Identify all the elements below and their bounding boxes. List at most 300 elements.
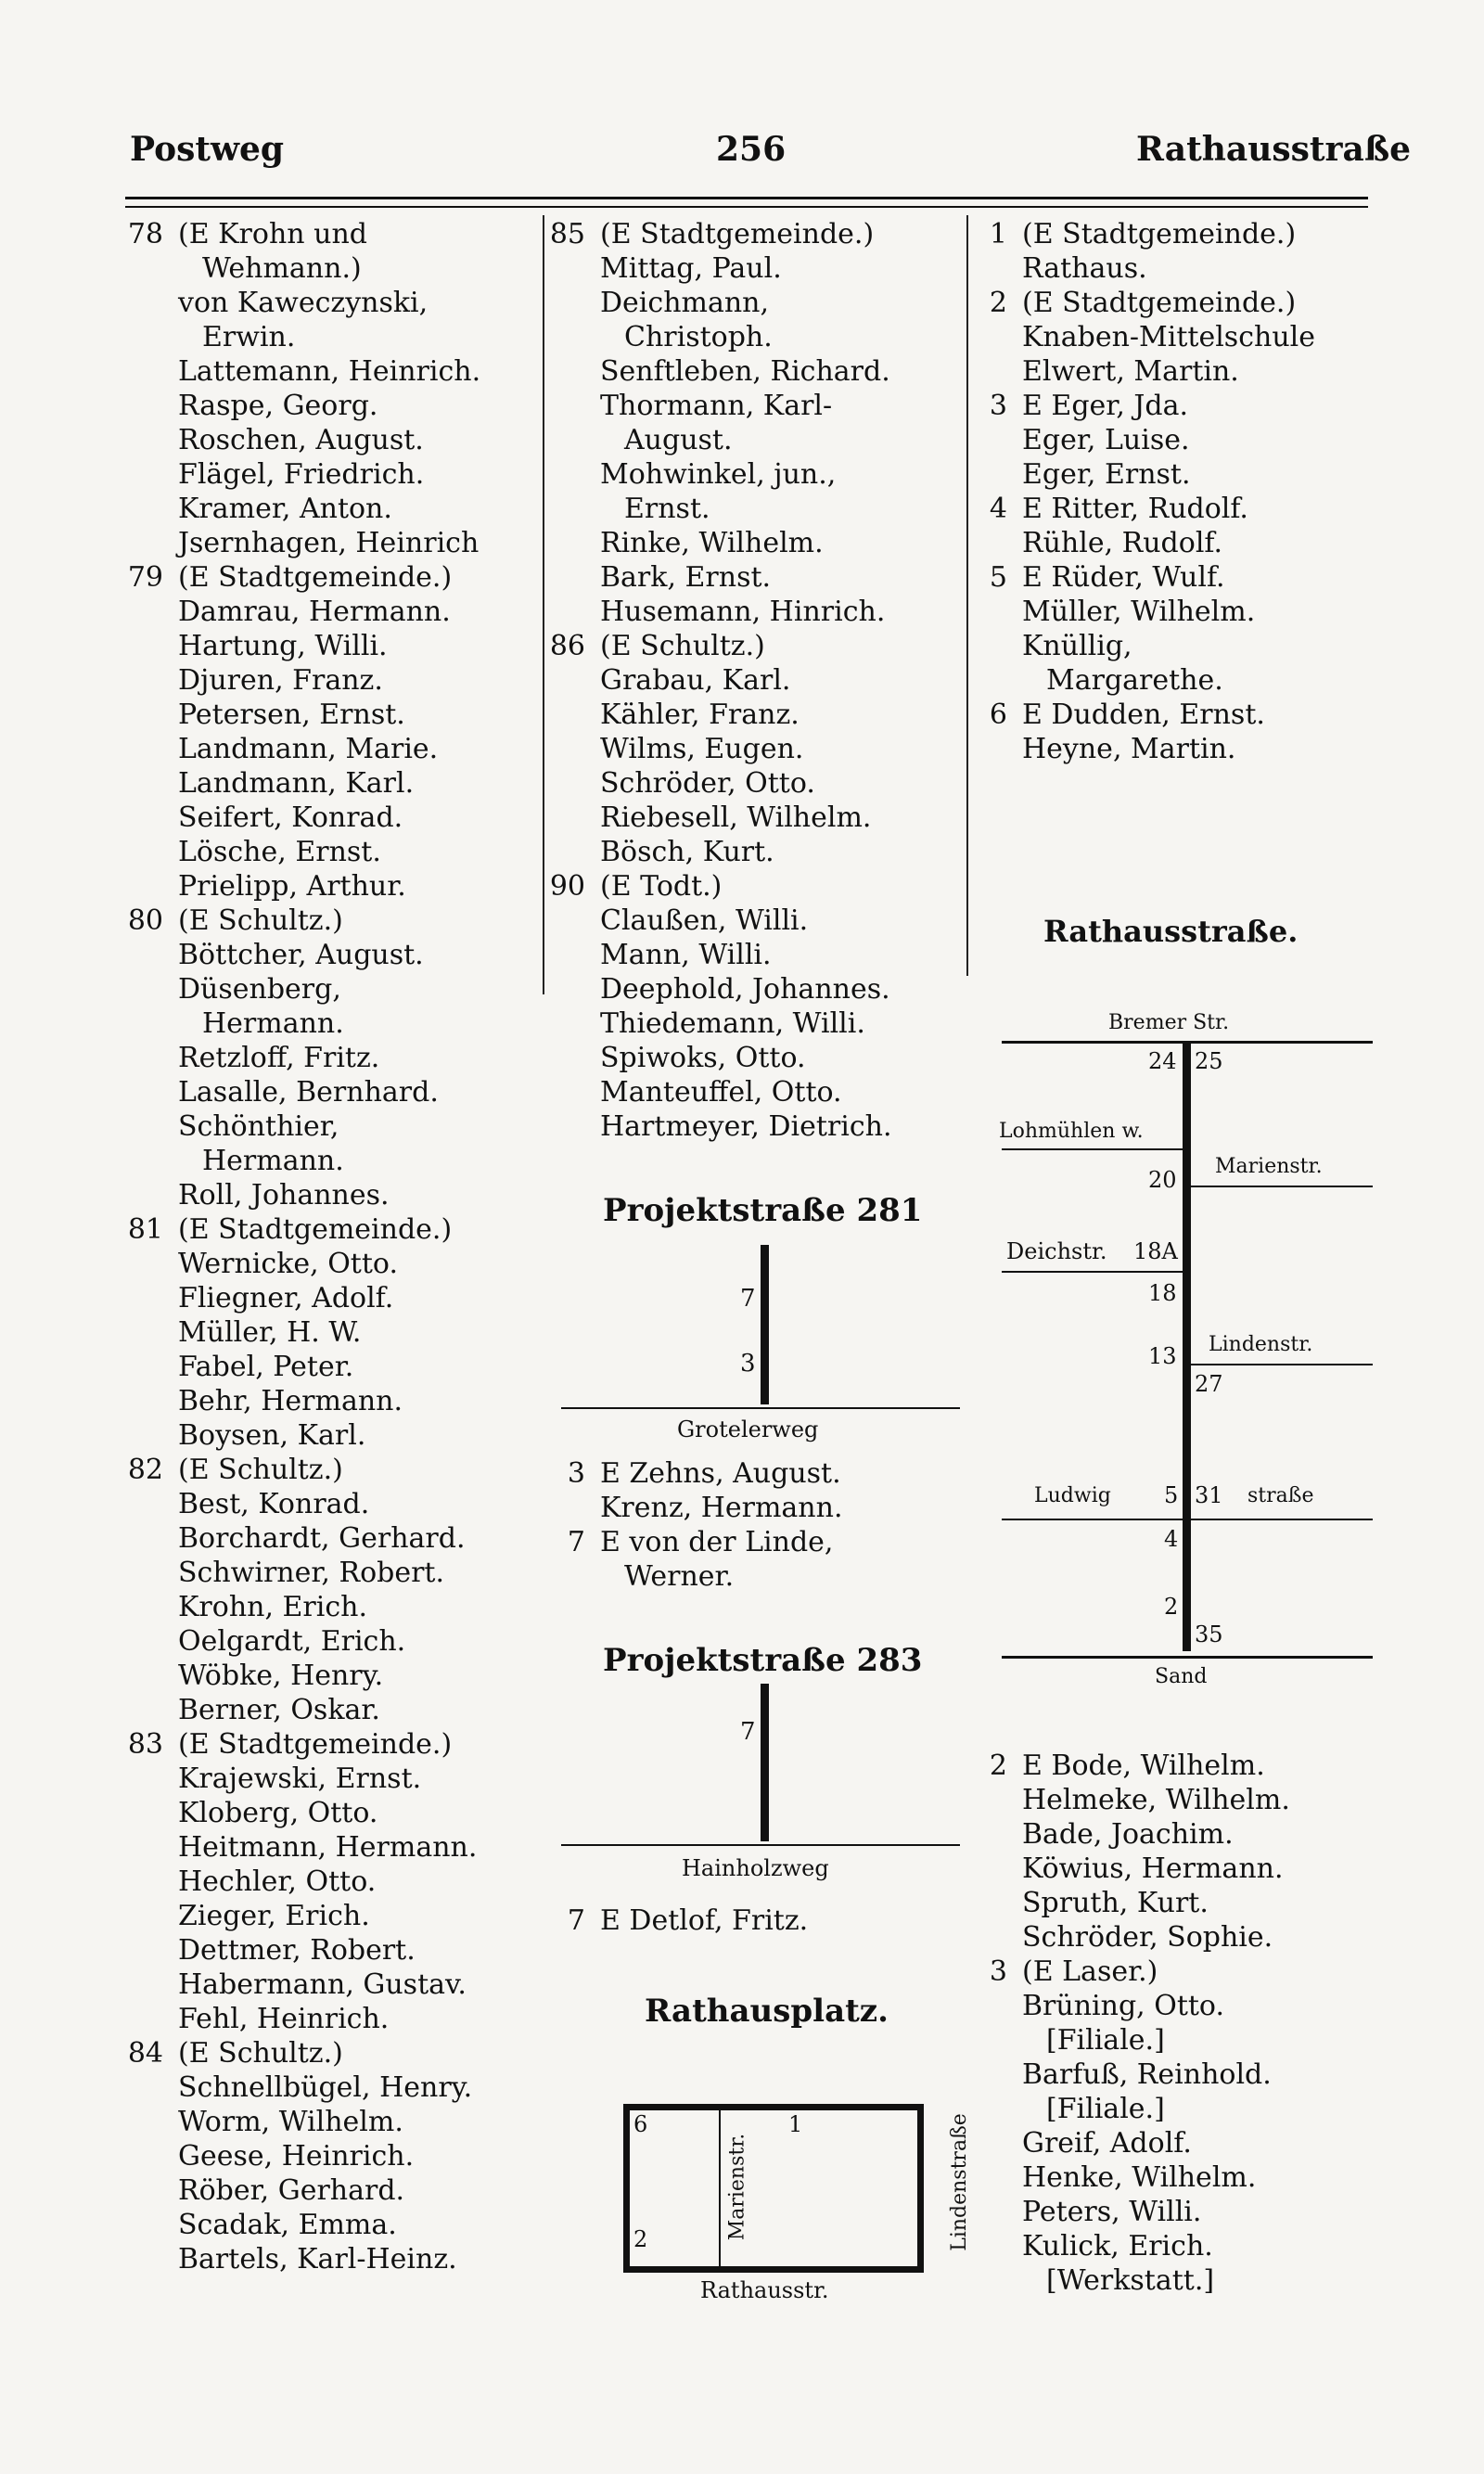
house-number: 2 [989, 1750, 1007, 1782]
entry-text: (E Stadtgemeinde.) [600, 218, 875, 250]
street-line-sand [1002, 1656, 1373, 1659]
list-item [121, 354, 547, 389]
list-item [543, 423, 969, 457]
entry-text: Hermann. [202, 1145, 344, 1177]
house-number: 2 [989, 287, 1007, 319]
list-item [543, 1041, 969, 1075]
entry-text: (E Schultz.) [178, 1454, 343, 1486]
house-number: 6 [633, 2111, 648, 2137]
house-number: 27 [1195, 1371, 1223, 1397]
list-item [543, 251, 969, 286]
list-item [543, 801, 969, 835]
entry-text: Wilms, Eugen. [600, 733, 804, 765]
entry-text: E Zehns, August. [600, 1457, 841, 1490]
list-item [121, 526, 547, 560]
list-item [543, 286, 969, 320]
cross-street-line [561, 1844, 960, 1846]
house-number: 2 [633, 2226, 648, 2252]
entry-text: Thiedemann, Willi. [600, 1007, 865, 1040]
entry-text: Damrau, Hermann. [178, 596, 451, 628]
entry-text: Greif, Adolf. [1022, 2127, 1192, 2160]
list-item [121, 1418, 547, 1453]
list-item [121, 1350, 547, 1384]
house-number: 81 [127, 1213, 163, 1246]
list-item [121, 1693, 547, 1727]
house-number: 7 [567, 1526, 585, 1558]
entry-text: Rühle, Rudolf. [1022, 527, 1222, 559]
street-name-bremer: Bremer Str. [1108, 1011, 1230, 1034]
entry-text: Habermann, Gustav. [178, 1968, 467, 2001]
entry-text: Kramer, Anton. [178, 493, 392, 525]
entry-text: Fehl, Heinrich. [178, 2003, 390, 2035]
entry-text: (E Schultz.) [178, 2037, 343, 2070]
column-1 [121, 217, 547, 2276]
list-item [965, 251, 1373, 286]
entry-text: Djuren, Franz. [178, 664, 383, 697]
list-item [121, 2070, 547, 2105]
entry-text: [Werkstatt.] [1046, 2264, 1215, 2297]
list-item [121, 1590, 547, 1624]
list-item [965, 286, 1373, 320]
entry-text: Berner, Oskar. [178, 1694, 380, 1726]
entry-text: Röber, Gerhard. [178, 2174, 405, 2207]
entry-text: Schröder, Sophie. [1022, 1921, 1273, 1954]
entry-text: Erwin. [202, 321, 296, 353]
entry-text: Helmeke, Wilhelm. [1022, 1784, 1290, 1816]
list-item [543, 1559, 969, 1594]
entry-text: Eger, Luise. [1022, 424, 1190, 456]
list-item [965, 595, 1373, 629]
list-item [965, 663, 1373, 698]
house-number: 90 [549, 870, 585, 903]
entry-text: (E Stadtgemeinde.) [178, 1728, 453, 1761]
house-number: 18A [1133, 1238, 1178, 1264]
street-name-ludwig: Ludwig [1034, 1484, 1111, 1507]
entry-text: Schönthier, [178, 1110, 339, 1143]
cross-street-name: Grotelerweg [677, 1416, 819, 1442]
house-number: 78 [127, 218, 163, 250]
list-item [543, 1491, 969, 1525]
entry-text: Worm, Wilhelm. [178, 2106, 403, 2138]
list-item [965, 2023, 1373, 2057]
list-item [543, 389, 969, 423]
street-name-rathausstr: Rathausstr. [700, 2277, 829, 2303]
list-item [543, 972, 969, 1006]
entry-text: Werner. [624, 1560, 735, 1593]
entry-text: Jsernhagen, Heinrich [178, 527, 480, 559]
list-item [965, 629, 1373, 663]
entry-text: (E Stadtgemeinde.) [1022, 287, 1297, 319]
list-item [965, 2160, 1373, 2195]
entry-text: Rinke, Wilhelm. [600, 527, 824, 559]
entry-text: Barfuß, Reinhold. [1022, 2058, 1272, 2091]
entry-text: Oelgardt, Erich. [178, 1625, 406, 1658]
list-item [121, 938, 547, 972]
entry-text: von Kaweczynski, [178, 287, 429, 319]
house-number: 1 [788, 2111, 803, 2137]
list-item [121, 1521, 547, 1556]
list-item [543, 904, 969, 938]
list-item [543, 595, 969, 629]
entry-text: Müller, H. W. [178, 1316, 362, 1349]
entry-text: Hartmeyer, Dietrich. [600, 1110, 892, 1143]
entry-text: (E Schultz.) [178, 904, 343, 937]
list-item [543, 1075, 969, 1109]
house-number: 13 [1148, 1343, 1177, 1369]
list-item [965, 320, 1373, 354]
entry-text: E Rüder, Wulf. [1022, 561, 1225, 594]
entry-text: Ernst. [624, 493, 710, 525]
entry-text: Husemann, Hinrich. [600, 596, 886, 628]
list-item [121, 1178, 547, 1212]
house-number: 20 [1148, 1167, 1177, 1193]
house-number: 25 [1195, 1048, 1223, 1074]
entry-text: Bade, Joachim. [1022, 1818, 1234, 1851]
list-item [121, 1968, 547, 2002]
list-item [121, 1796, 547, 1830]
entry-text: Schröder, Otto. [600, 767, 815, 800]
projektstrasse-283-title: Projektstraße 283 [603, 1642, 923, 1679]
list-item [965, 354, 1373, 389]
entry-text: E Dudden, Ernst. [1022, 699, 1265, 731]
entry-text: E Bode, Wilhelm. [1022, 1750, 1265, 1782]
entry-text: Bartels, Karl-Heinz. [178, 2243, 457, 2275]
entry-text: Mittag, Paul. [600, 252, 782, 285]
street-name-marienstr: Marienstr. [1215, 1155, 1323, 1178]
list-item [965, 1886, 1373, 1920]
list-item [965, 560, 1373, 595]
street-line-deichstr [1002, 1271, 1183, 1273]
list-item [121, 1315, 547, 1350]
entry-text: Heitmann, Hermann. [178, 1831, 478, 1864]
list-item [121, 320, 547, 354]
entry-text: Margarethe. [1046, 664, 1223, 697]
entry-text: E Eger, Jda. [1022, 390, 1189, 422]
street-name-sand: Sand [1155, 1665, 1208, 1688]
entry-text: Boysen, Karl. [178, 1419, 366, 1452]
list-item [121, 251, 547, 286]
list-item [121, 1865, 547, 1899]
list-item [121, 1830, 547, 1865]
entry-text: [Filiale.] [1046, 2024, 1165, 2057]
list-item [543, 1904, 969, 1938]
list-item [965, 2057, 1373, 2092]
list-item [121, 1144, 547, 1178]
list-item [121, 595, 547, 629]
entry-text: Prielipp, Arthur. [178, 870, 406, 903]
list-item [965, 2126, 1373, 2160]
street-line-ludwigstrasse [1002, 1519, 1373, 1520]
list-item [121, 835, 547, 869]
list-item [543, 663, 969, 698]
list-item [543, 354, 969, 389]
column-2 [543, 217, 969, 1144]
list-item [121, 492, 547, 526]
inner-street-line [719, 2104, 721, 2273]
list-item [121, 1212, 547, 1247]
entry-text: Retzloff, Fritz. [178, 1042, 380, 1074]
entry-text: Elwert, Martin. [1022, 355, 1239, 388]
list-item [121, 2002, 547, 2036]
entry-text: Manteuffel, Otto. [600, 1076, 842, 1109]
list-item [543, 1525, 969, 1559]
list-item [121, 663, 547, 698]
entry-text: Bark, Ernst. [600, 561, 772, 594]
street-name-lindenstr: Lindenstr. [1209, 1333, 1313, 1356]
house-number: 84 [127, 2037, 163, 2070]
list-item [121, 286, 547, 320]
entry-text: Spiwoks, Otto. [600, 1042, 806, 1074]
street-line [761, 1245, 769, 1404]
house-number: 7 [740, 1285, 756, 1313]
list-item [965, 1749, 1373, 1783]
list-item [965, 1783, 1373, 1817]
entry-text: Köwius, Hermann. [1022, 1852, 1284, 1885]
column-3-top [965, 217, 1373, 766]
header-right: Rathausstraße [1136, 130, 1412, 169]
list-item [965, 732, 1373, 766]
list-item [965, 2229, 1373, 2263]
entry-text: Fabel, Peter. [178, 1351, 354, 1383]
house-number: 24 [1148, 1048, 1177, 1074]
house-number: 79 [127, 561, 163, 594]
house-number: 6 [989, 699, 1007, 731]
list-item [121, 629, 547, 663]
entry-text: Düsenberg, [178, 973, 341, 1006]
entry-text: Christoph. [624, 321, 773, 353]
house-number: 5 [1164, 1482, 1179, 1508]
list-item [965, 1955, 1373, 1989]
rathausstrasse-title: Rathausstraße. [1043, 914, 1298, 949]
list-item [121, 2173, 547, 2208]
list-item [965, 423, 1373, 457]
header-rule-thin [125, 206, 1368, 208]
entry-text: Wöbke, Henry. [178, 1660, 384, 1692]
entry-text: Hechler, Otto. [178, 1865, 377, 1898]
house-number: 18 [1148, 1280, 1177, 1306]
list-item [121, 1281, 547, 1315]
list-item [121, 1762, 547, 1796]
house-number: 7 [740, 1718, 756, 1746]
list-item [965, 457, 1373, 492]
entry-text: Scadak, Emma. [178, 2209, 397, 2241]
list-item [543, 560, 969, 595]
street-name-deichstr: Deichstr. [1006, 1238, 1107, 1264]
entry-text: Rathaus. [1022, 252, 1147, 285]
entry-text: Raspe, Georg. [178, 390, 378, 422]
list-item [121, 732, 547, 766]
entry-text: Kähler, Franz. [600, 699, 800, 731]
list-item [543, 492, 969, 526]
list-item [543, 766, 969, 801]
entry-text: Hermann. [202, 1007, 344, 1040]
rathausplatz-map [623, 2104, 924, 2273]
entry-text: Thormann, Karl- [600, 390, 833, 422]
list-item [543, 698, 969, 732]
list-item [121, 698, 547, 732]
list-item [121, 1933, 547, 1968]
house-number: 7 [567, 1904, 585, 1937]
list-item [543, 869, 969, 904]
house-number: 3 [740, 1350, 756, 1378]
entry-text: Kulick, Erich. [1022, 2230, 1213, 2262]
entry-text: Zieger, Erich. [178, 1900, 370, 1932]
entry-text: Fliegner, Adolf. [178, 1282, 394, 1314]
list-item [121, 1624, 547, 1659]
list-item [121, 2242, 547, 2276]
entry-text: Petersen, Ernst. [178, 699, 405, 731]
list-item [121, 1453, 547, 1487]
entry-text: Schwirner, Robert. [178, 1557, 445, 1589]
list-item [965, 1989, 1373, 2023]
page-number: 256 [716, 130, 787, 169]
list-item [543, 457, 969, 492]
street-name-lohmuehlen: Lohmühlen w. [999, 1120, 1144, 1143]
list-item [121, 2036, 547, 2070]
entry-text: Henke, Wilhelm. [1022, 2161, 1257, 2194]
entry-text: Seifert, Konrad. [178, 801, 403, 834]
house-number: 83 [127, 1728, 163, 1761]
list-item [965, 526, 1373, 560]
house-number: 3 [989, 1955, 1007, 1988]
entry-text: Lasalle, Bernhard. [178, 1076, 439, 1109]
entry-text: (E Stadtgemeinde.) [178, 1213, 453, 1246]
list-item [121, 2208, 547, 2242]
list-item [543, 320, 969, 354]
street-name-lindenstrasse: Lindenstraße [947, 2113, 971, 2251]
list-item [121, 1556, 547, 1590]
entry-text: Best, Konrad. [178, 1488, 370, 1520]
list-item [965, 2092, 1373, 2126]
list-item [965, 492, 1373, 526]
entry-text: Müller, Wilhelm. [1022, 596, 1256, 628]
house-number: 35 [1195, 1622, 1223, 1647]
projektstrasse-283-entries [543, 1904, 969, 1938]
entry-text: Knaben-Mittelschule [1022, 321, 1315, 353]
list-item [121, 457, 547, 492]
rathausplatz-title: Rathausplatz. [645, 1993, 889, 2030]
entry-text: Eger, Ernst. [1022, 458, 1191, 491]
list-item [121, 1487, 547, 1521]
list-item [121, 423, 547, 457]
list-item [121, 972, 547, 1006]
entry-text: Landmann, Marie. [178, 733, 439, 765]
cross-street-name: Hainholzweg [682, 1855, 829, 1881]
house-number: 80 [127, 904, 163, 937]
entry-text: [Filiale.] [1046, 2093, 1165, 2125]
list-item [543, 835, 969, 869]
projektstrasse-281-entries [543, 1456, 969, 1594]
entry-text: Wernicke, Otto. [178, 1248, 398, 1280]
entry-text: Bösch, Kurt. [600, 836, 774, 868]
list-item [121, 766, 547, 801]
list-item [543, 732, 969, 766]
street-line [761, 1684, 769, 1841]
house-number: 31 [1195, 1482, 1223, 1508]
entry-text: Heyne, Martin. [1022, 733, 1236, 765]
entry-text: Claußen, Willi. [600, 904, 809, 937]
list-item [121, 1899, 547, 1933]
entry-text: (E Todt.) [600, 870, 723, 903]
list-item [121, 1075, 547, 1109]
entry-text: E von der Linde, [600, 1526, 834, 1558]
list-item [121, 1247, 547, 1281]
entry-text: Wehmann.) [202, 252, 362, 285]
projektstrasse-281-title: Projektstraße 281 [603, 1192, 923, 1229]
column-3-bottom [965, 1749, 1373, 2298]
street-line-lindenstr [1191, 1364, 1373, 1365]
entry-text: Borchardt, Gerhard. [178, 1522, 466, 1555]
entry-text: (E Stadtgemeinde.) [178, 561, 453, 594]
house-number: 2 [1164, 1594, 1179, 1620]
list-item [121, 217, 547, 251]
list-item [543, 1006, 969, 1041]
entry-text: Spruth, Kurt. [1022, 1887, 1209, 1919]
list-item [965, 1852, 1373, 1886]
list-item [121, 1109, 547, 1144]
list-item [543, 217, 969, 251]
house-number: 82 [127, 1454, 163, 1486]
list-item [121, 1006, 547, 1041]
entry-text: Krohn, Erich. [178, 1591, 368, 1623]
list-item [965, 1817, 1373, 1852]
entry-text: Lattemann, Heinrich. [178, 355, 481, 388]
list-item [543, 1456, 969, 1491]
list-item [543, 938, 969, 972]
entry-text: Brüning, Otto. [1022, 1990, 1224, 2022]
street-line-marienstr [1191, 1186, 1373, 1187]
entry-text: Landmann, Karl. [178, 767, 415, 800]
entry-text: E Ritter, Rudolf. [1022, 493, 1248, 525]
list-item [543, 526, 969, 560]
list-item [121, 1727, 547, 1762]
entry-text: Dettmer, Robert. [178, 1934, 416, 1967]
entry-text: Roschen, August. [178, 424, 424, 456]
street-name-strasse: straße [1247, 1484, 1314, 1507]
cross-street-line [561, 1407, 960, 1409]
list-item [121, 1384, 547, 1418]
entry-text: Senftleben, Richard. [600, 355, 890, 388]
house-number: 5 [989, 561, 1007, 594]
list-item [965, 2195, 1373, 2229]
list-item [965, 1920, 1373, 1955]
entry-text: Roll, Johannes. [178, 1179, 390, 1211]
rathausstrasse-line [1183, 1044, 1191, 1651]
entry-text: (E Laser.) [1022, 1955, 1158, 1988]
entry-text: Geese, Heinrich. [178, 2140, 415, 2173]
entry-text: Hartung, Willi. [178, 630, 388, 662]
header-left: Postweg [130, 130, 285, 169]
entry-text: Knüllig, [1022, 630, 1132, 662]
entry-text: Riebesell, Wilhelm. [600, 801, 872, 834]
entry-text: August. [624, 424, 733, 456]
list-item [543, 629, 969, 663]
entry-text: Flägel, Friedrich. [178, 458, 425, 491]
entry-text: Schnellbügel, Henry. [178, 2071, 473, 2104]
list-item [121, 560, 547, 595]
house-number: 4 [989, 493, 1007, 525]
entry-text: Böttcher, August. [178, 939, 424, 971]
entry-text: Mohwinkel, jun., [600, 458, 837, 491]
house-number: 1 [989, 218, 1007, 250]
list-item [965, 217, 1373, 251]
entry-text: Mann, Willi. [600, 939, 772, 971]
street-name-marienstr: Marienstr. [725, 2133, 749, 2241]
entry-text: (E Stadtgemeinde.) [1022, 218, 1297, 250]
list-item [965, 698, 1373, 732]
entry-text: Deephold, Johannes. [600, 973, 890, 1006]
house-number: 3 [989, 390, 1007, 422]
